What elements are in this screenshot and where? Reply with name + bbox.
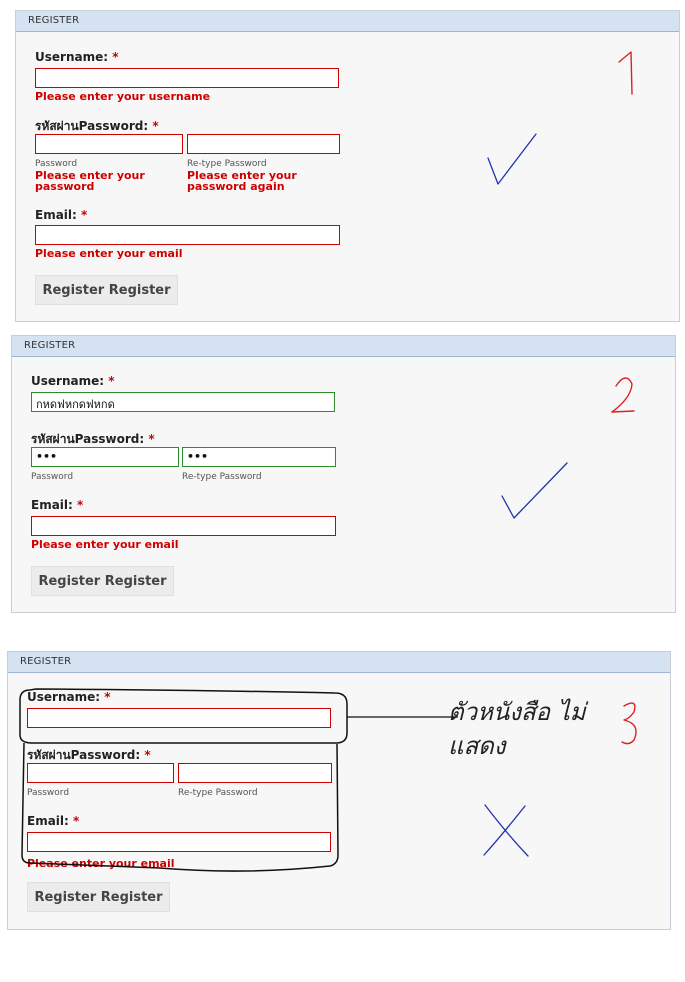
check-mark-icon (488, 134, 536, 184)
register-button[interactable]: Register Register (31, 566, 174, 596)
username-label: Username: * (27, 690, 111, 704)
email-label: Email: * (31, 498, 84, 512)
handwritten-number-1 (619, 52, 632, 94)
retype-password-hint: Re-type Password (187, 159, 267, 169)
required-mark: * (144, 748, 151, 762)
required-mark: * (81, 208, 88, 222)
password-hint: Password (35, 159, 78, 169)
email-label: Email: * (35, 208, 88, 222)
cross-mark-icon (484, 805, 528, 856)
password-error: Please enter your password (35, 169, 145, 193)
highlight-outline (22, 743, 338, 871)
required-mark: * (104, 690, 111, 704)
password-hint: Password (27, 788, 70, 798)
register-button[interactable]: Register Register (35, 275, 178, 305)
retype-password-error: Please enter your password again (187, 169, 297, 193)
highlight-outline (20, 689, 347, 743)
required-mark: * (73, 814, 80, 828)
email-error: Please enter your email (31, 538, 179, 551)
password-label: รหัสผ่านPassword: * (35, 119, 159, 133)
handwritten-number-3 (622, 703, 636, 744)
retype-password-hint: Re-type Password (182, 472, 262, 482)
password-input[interactable]: ••• (31, 447, 179, 467)
email-error: Please enter your email (27, 857, 175, 870)
required-mark: * (152, 119, 159, 133)
panel-header: REGISTER (16, 11, 679, 32)
required-mark: * (108, 374, 115, 388)
retype-password-input[interactable]: ••• (182, 447, 336, 467)
username-label: Username: * (31, 374, 115, 388)
required-mark: * (112, 50, 119, 64)
email-error: Please enter your email (35, 247, 183, 260)
retype-password-hint: Re-type Password (178, 788, 258, 798)
panel-header: REGISTER (8, 652, 670, 673)
password-label: รหัสผ่านPassword: * (31, 432, 155, 446)
check-mark-icon (502, 463, 567, 518)
required-mark: * (148, 432, 155, 446)
handwritten-number-2 (612, 378, 634, 412)
password-hint: Password (31, 472, 74, 482)
register-button[interactable]: Register Register (27, 882, 170, 912)
username-input[interactable]: กหดฟหกดฟหกด (31, 392, 335, 412)
panel-header: REGISTER (12, 336, 675, 357)
handwritten-note: ตัวหนังสือ ไม่แสดง (448, 698, 586, 760)
username-label: Username: * (35, 50, 119, 64)
username-error: Please enter your username (35, 90, 211, 103)
password-label: รหัสผ่านPassword: * (27, 748, 151, 762)
required-mark: * (77, 498, 84, 512)
email-label: Email: * (27, 814, 80, 828)
